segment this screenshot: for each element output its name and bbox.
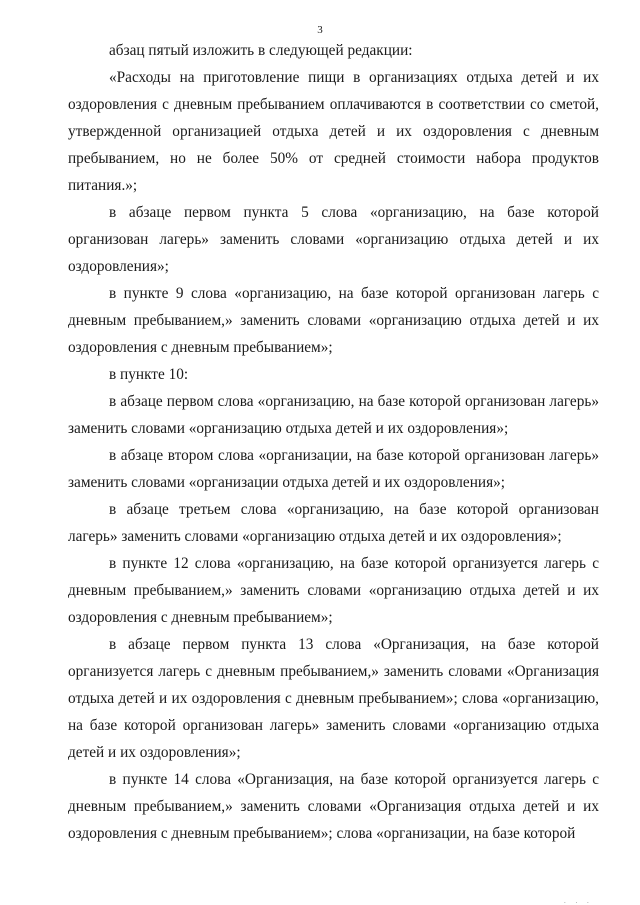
paragraph: в абзаце третьем слова «организацию, на базе которой организован лагерь» заменить словами «организацию отдыха детей и их оздоровления»; — [68, 501, 599, 545]
paragraph: в абзаце первом пункта 13 слова «Организация, на базе которой организуется лагерь с дневным пребыванием,» заменить словами «Организация отдыха детей и их оздоровления с дневным пребыванием»; слова «организацию, на базе которой организован лагерь» заменить словами «организацию отдыха детей и их оздоровления»; — [68, 636, 599, 761]
paragraph: в абзаце втором слова «организации, на базе которой организован лагерь» заменить словами «организации отдыха детей и их оздоровления»; — [68, 447, 599, 491]
paragraph: абзац пятый изложить в следующей редакции: — [109, 42, 413, 59]
scan-marks: . . . — [564, 897, 593, 905]
page-number: 3 — [317, 24, 323, 36]
document-body — [68, 37, 599, 847]
paragraph: в пункте 9 слова «организацию, на базе которой организован лагерь с дневным пребыванием,» заменить словами «организацию отдыха детей и их оздоровления с дневным пребыванием»; — [68, 285, 599, 356]
paragraph: в абзаце первом слова «организацию, на базе которой организован лагерь» заменить словами «организацию отдыха детей и их оздоровления»; — [68, 393, 599, 437]
paragraph: в пункте 12 слова «организацию, на базе которой организуется лагерь с дневным пребыванием,» заменить словами «организацию отдыха детей и их оздоровления с дневным пребыванием»; — [68, 555, 599, 626]
paragraph: «Расходы на приготовление пищи в организациях отдыха детей и их оздоровления с дневным пребыванием оплачиваются в соответствии со сметой, утвержденной организацией отдыха детей и их оздоровления с дневным пребыванием, но не более 50% от средней стоимости набора продуктов питания.»; — [68, 69, 599, 194]
paragraph: в абзаце первом пункта 5 слова «организацию, на базе которой организован лагерь» заменить словами «организацию отдыха детей и их оздоровления»; — [68, 204, 599, 275]
paragraph: в пункте 10: — [109, 366, 189, 383]
paragraph: в пункте 14 слова «Организация, на базе которой организуется лагерь с дневным пребыванием,» заменить словами «Организация отдыха детей и их оздоровления с дневным пребыванием»; слова «организации, на базе которой — [68, 771, 599, 842]
